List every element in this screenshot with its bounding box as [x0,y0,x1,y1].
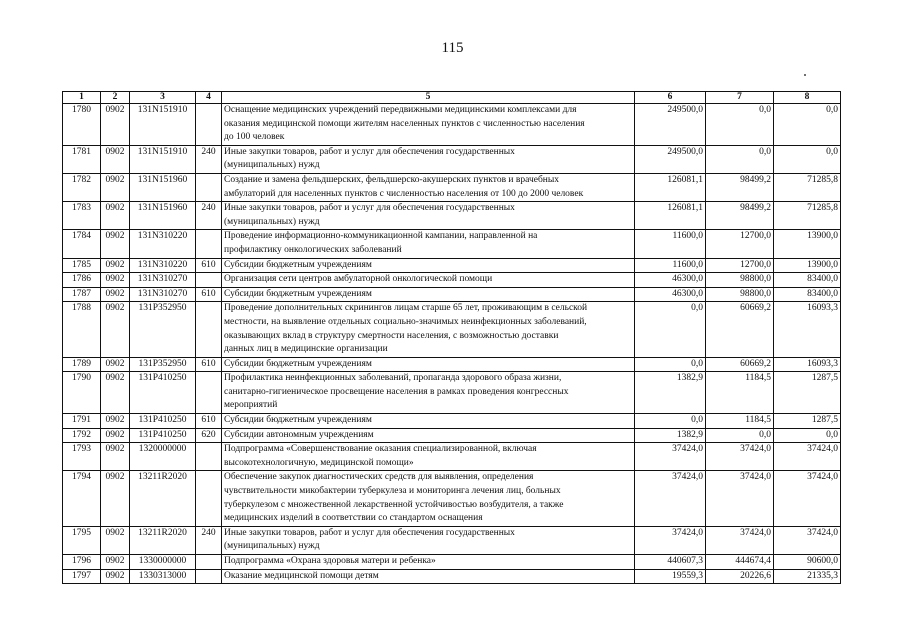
section-code-cell: 0902 [101,302,130,357]
item-name-cell [222,230,635,258]
expense-type-cell [196,443,222,471]
table-row [63,273,841,288]
amount-cell-2: 98499,2 [706,202,774,230]
item-name-line: Оказание медицинской помощи детям [224,570,379,581]
expense-type-cell: 240 [196,145,222,173]
expense-type-cell [196,230,222,258]
item-name-cell [222,258,635,273]
row-number-cell: 1789 [63,357,101,372]
section-code-cell: 0902 [101,372,130,414]
section-code-cell: 0902 [101,287,130,302]
section-code-cell: 0902 [101,230,130,258]
amount-cell-1: 0,0 [635,302,706,357]
amount-cell-3: 16093,3 [774,302,841,357]
item-name-line: Субсидии бюджетным учреждениям [224,358,372,369]
item-name-line: Субсидии бюджетным учреждениям [224,288,372,299]
item-name-line: (муниципальных) нужд [224,216,320,227]
header-cell: 5 [222,92,635,104]
amount-cell-2: 37424,0 [706,471,774,526]
item-name-line: оказания медицинской помощи жителям населенных пунктов с численностью населения [224,118,585,129]
target-article-cell: 13211R2020 [130,526,196,554]
amount-cell-3: 37424,0 [774,443,841,471]
item-name-line: (муниципальных) нужд [224,541,320,552]
item-name-cell [222,104,635,146]
item-name-cell [222,145,635,173]
row-number-cell: 1787 [63,287,101,302]
expense-type-cell: 620 [196,428,222,443]
amount-cell-3: 90600,0 [774,555,841,570]
expense-type-cell: 240 [196,202,222,230]
table-row [63,145,841,173]
item-name-cell [222,443,635,471]
target-article-cell: 1330313000 [130,569,196,584]
amount-cell-3: 13900,0 [774,258,841,273]
target-article-cell: 131N151910 [130,145,196,173]
target-article-cell: 131N151910 [130,104,196,146]
item-name-line: медицинских изделий в соответствии со стандартом оснащения [224,513,483,524]
expense-type-cell [196,173,222,201]
item-name-line: до 100 человек [224,132,285,143]
row-number-cell: 1786 [63,273,101,288]
expense-type-cell: 240 [196,526,222,554]
row-number-cell: 1791 [63,414,101,429]
amount-cell-1: 37424,0 [635,471,706,526]
amount-cell-1: 249500,0 [635,145,706,173]
target-article-cell: 131N151960 [130,173,196,201]
table-row [63,230,841,258]
item-name-line: Субсидии бюджетным учреждениям [224,415,372,426]
table-row [63,372,841,414]
item-name-line: мероприятий [224,400,278,411]
item-name-line: данных лиц в медицинские организации [224,344,388,355]
expense-type-cell [196,569,222,584]
section-code-cell: 0902 [101,526,130,554]
item-name-cell [222,273,635,288]
amount-cell-2: 0,0 [706,104,774,146]
table-row [63,443,841,471]
expense-type-cell [196,273,222,288]
row-number-cell: 1790 [63,372,101,414]
amount-cell-1: 126081,1 [635,173,706,201]
section-code-cell: 0902 [101,357,130,372]
item-name-cell [222,569,635,584]
target-article-cell: 131N310270 [130,287,196,302]
item-name-line: Иные закупки товаров, работ и услуг для обеспечения государственных [224,146,515,157]
item-name-line: Обеспечение закупок диагностических средств для выявления, определения [224,472,534,483]
item-name-line: Проведение информационно-коммуникационной кампании, направленной на [224,231,538,242]
amount-cell-1: 46300,0 [635,287,706,302]
row-number-cell: 1780 [63,104,101,146]
amount-cell-2: 37424,0 [706,443,774,471]
amount-cell-2: 444674,4 [706,555,774,570]
item-name-line: Создание и замена фельдшерских, фельдшерско-акушерских пунктов и врачебных [224,174,560,185]
row-number-cell: 1794 [63,471,101,526]
table-row [63,357,841,372]
row-number-cell: 1793 [63,443,101,471]
item-name-line: Организация сети центров амбулаторной онкологической помощи [224,274,493,285]
header-row [63,92,841,104]
table-row [63,173,841,201]
row-number-cell: 1788 [63,302,101,357]
row-number-cell: 1785 [63,258,101,273]
amount-cell-1: 1382,9 [635,428,706,443]
target-article-cell: 1330000000 [130,555,196,570]
item-name-line: местности, на выявление отдельных социально-значимых неинфекционных заболеваний, [224,316,587,327]
item-name-line: Оснащение медицинских учреждений передвижными медицинскими комплексами для [224,105,577,115]
amount-cell-3: 83400,0 [774,273,841,288]
item-name-cell [222,471,635,526]
section-code-cell: 0902 [101,104,130,146]
target-article-cell: 131P410250 [130,414,196,429]
item-name-line: оказывающих вклад в структуру смертности населения, с возможностью доставки [224,330,559,341]
table-row [63,104,841,146]
amount-cell-3: 71285,8 [774,173,841,201]
amount-cell-1: 249500,0 [635,104,706,146]
header-cell: 4 [196,92,222,104]
amount-cell-1: 1382,9 [635,372,706,414]
table-row [63,258,841,273]
scan-speck [804,74,806,76]
item-name-line: Субсидии бюджетным учреждениям [224,259,372,270]
row-number-cell: 1797 [63,569,101,584]
expense-type-cell: 610 [196,357,222,372]
item-name-line: санитарно-гигиеническое просвещение населения в рамках проведения конгрессных [224,386,569,397]
table-row [63,414,841,429]
expense-type-cell [196,104,222,146]
amount-cell-3: 37424,0 [774,471,841,526]
table-row [63,202,841,230]
amount-cell-2: 37424,0 [706,526,774,554]
amount-cell-1: 0,0 [635,357,706,372]
section-code-cell: 0902 [101,471,130,526]
row-number-cell: 1783 [63,202,101,230]
table-row [63,428,841,443]
header-cell: 3 [130,92,196,104]
table-row [63,526,841,554]
amount-cell-2: 12700,0 [706,258,774,273]
expense-type-cell [196,302,222,357]
page-number: 115 [441,40,464,56]
amount-cell-3: 37424,0 [774,526,841,554]
item-name-line: Иные закупки товаров, работ и услуг для обеспечения государственных [224,527,515,538]
amount-cell-2: 1184,5 [706,372,774,414]
item-name-line: чувствительности микобактерии туберкулеза и мониторинга лечения лиц, больных [224,486,561,497]
item-name-cell [222,357,635,372]
amount-cell-3: 71285,8 [774,202,841,230]
row-number-cell: 1781 [63,145,101,173]
header-cell: 8 [774,92,841,104]
expense-type-cell [196,555,222,570]
amount-cell-1: 37424,0 [635,526,706,554]
amount-cell-2: 20226,6 [706,569,774,584]
table-row [63,287,841,302]
target-article-cell: 1320000000 [130,443,196,471]
row-number-cell: 1796 [63,555,101,570]
amount-cell-3: 0,0 [774,145,841,173]
target-article-cell: 131N310270 [130,273,196,288]
section-code-cell: 0902 [101,443,130,471]
amount-cell-3: 1287,5 [774,372,841,414]
item-name-cell [222,428,635,443]
budget-table [62,91,841,584]
amount-cell-2: 98499,2 [706,173,774,201]
amount-cell-3: 13900,0 [774,230,841,258]
item-name-line: Подпрограмма «Совершенствование оказания специализированной, включая [224,444,537,455]
section-code-cell: 0902 [101,555,130,570]
target-article-cell: 131P410250 [130,372,196,414]
item-name-line: Профилактика неинфекционных заболеваний, пропаганда здорового образа жизни, [224,373,562,384]
header-cell: 1 [63,92,101,104]
amount-cell-3: 1287,5 [774,414,841,429]
item-name-cell [222,202,635,230]
amount-cell-3: 21335,3 [774,569,841,584]
amount-cell-2: 60669,2 [706,357,774,372]
amount-cell-3: 0,0 [774,428,841,443]
item-name-line: (муниципальных) нужд [224,160,320,171]
target-article-cell: 131P352950 [130,357,196,372]
section-code-cell: 0902 [101,202,130,230]
item-name-cell [222,302,635,357]
amount-cell-3: 16093,3 [774,357,841,372]
expense-type-cell: 610 [196,258,222,273]
header-cell: 6 [635,92,706,104]
item-name-cell [222,372,635,414]
amount-cell-1: 19559,3 [635,569,706,584]
item-name-cell [222,526,635,554]
expense-type-cell: 610 [196,414,222,429]
section-code-cell: 0902 [101,145,130,173]
amount-cell-1: 11600,0 [635,230,706,258]
expense-type-cell [196,471,222,526]
amount-cell-1: 46300,0 [635,273,706,288]
item-name-cell [222,555,635,570]
amount-cell-2: 98800,0 [706,287,774,302]
amount-cell-1: 11600,0 [635,258,706,273]
section-code-cell: 0902 [101,569,130,584]
item-name-line: Субсидии автономным учреждениям [224,429,374,440]
row-number-cell: 1784 [63,230,101,258]
table-row [63,555,841,570]
item-name-line: туберкулезом с множественной лекарственной устойчивостью возбудителя, а также [224,499,564,510]
amount-cell-3: 83400,0 [774,287,841,302]
expense-type-cell: 610 [196,287,222,302]
amount-cell-1: 37424,0 [635,443,706,471]
amount-cell-2: 0,0 [706,145,774,173]
item-name-cell [222,414,635,429]
row-number-cell: 1782 [63,173,101,201]
amount-cell-1: 0,0 [635,414,706,429]
amount-cell-2: 98800,0 [706,273,774,288]
amount-cell-3: 0,0 [774,104,841,146]
amount-cell-2: 12700,0 [706,230,774,258]
item-name-cell [222,173,635,201]
table-row [63,471,841,526]
section-code-cell: 0902 [101,258,130,273]
target-article-cell: 131N310220 [130,230,196,258]
amount-cell-1: 440607,3 [635,555,706,570]
header-cell: 7 [706,92,774,104]
table-body [63,104,841,584]
target-article-cell: 131P352950 [130,302,196,357]
table-row [63,302,841,357]
row-number-cell: 1795 [63,526,101,554]
item-name-line: высокотехнологичную, медицинской помощи» [224,457,414,468]
header-cell: 2 [101,92,130,104]
table-row [63,569,841,584]
item-name-line: профилактику онкологических заболеваний [224,244,402,255]
target-article-cell: 131N151960 [130,202,196,230]
amount-cell-2: 0,0 [706,428,774,443]
expense-type-cell [196,372,222,414]
item-name-line: амбулаторий для населенных пунктов с численностью населения от 100 до 2000 человек [224,188,584,199]
item-name-line: Иные закупки товаров, работ и услуг для обеспечения государственных [224,203,515,214]
section-code-cell: 0902 [101,273,130,288]
row-number-cell: 1792 [63,428,101,443]
amount-cell-2: 1184,5 [706,414,774,429]
section-code-cell: 0902 [101,428,130,443]
amount-cell-1: 126081,1 [635,202,706,230]
item-name-cell [222,287,635,302]
item-name-line: Проведение дополнительных скринингов лицам старше 65 лет, проживающим в сельской [224,303,588,314]
section-code-cell: 0902 [101,414,130,429]
target-article-cell: 131N310220 [130,258,196,273]
amount-cell-2: 60669,2 [706,302,774,357]
section-code-cell: 0902 [101,173,130,201]
target-article-cell: 13211R2020 [130,471,196,526]
item-name-line: Подпрограмма «Охрана здоровья матери и ребенка» [224,556,436,566]
target-article-cell: 131P410250 [130,428,196,443]
